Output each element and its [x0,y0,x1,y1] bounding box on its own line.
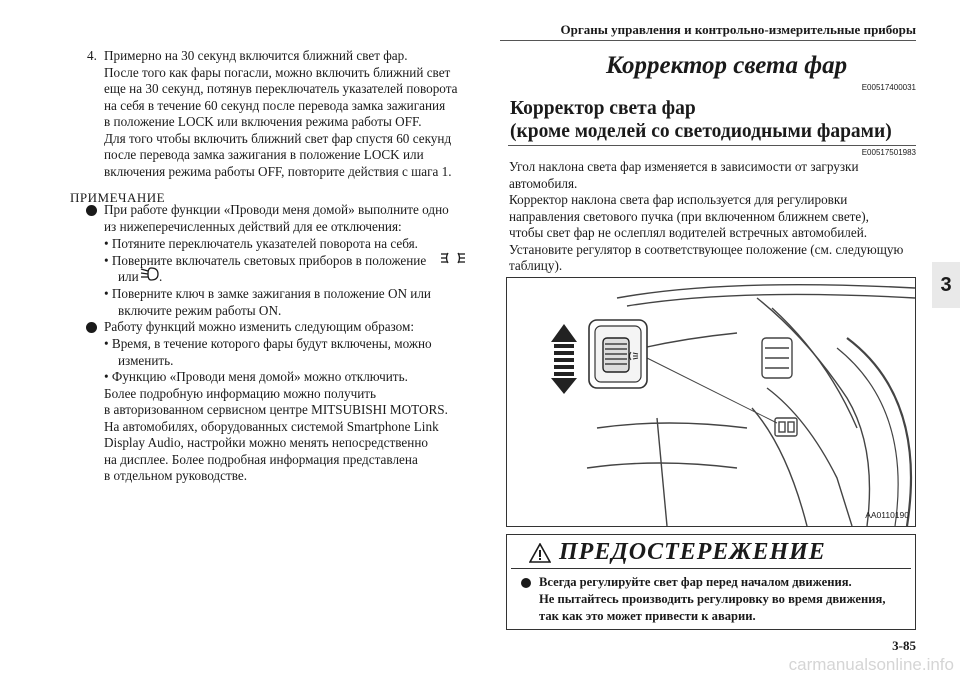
note2-line: Работу функций можно изменить следующим образом: [104,319,415,334]
body-line: Корректор наклона света фар используется для регулировки [509,192,848,207]
section-code: E00517400031 [861,83,916,92]
note2-tail: в авторизованном сервисном центре MITSUBISHI MOTORS. [104,402,448,417]
bullet-dot [521,578,531,588]
bullet-dot [86,205,97,216]
header-rule [500,40,916,41]
step4-line: после перевода замка зажигания в положение LOCK или [104,147,424,162]
step4-line: После того как фары погасли, можно включить ближний свет [104,64,451,80]
note2-tail: на дисплее. Более подробная информация представлена [104,451,418,467]
page-number: 3-85 [892,638,916,653]
parking-lights-icon [440,250,466,271]
note1-item: • Поверните включатель световых приборов в положение [104,253,427,268]
chapter-tab: 3 [932,262,960,308]
note2-item: • Время, в течение которого фары будут включены, можно [104,336,432,351]
warning-line: Не пытайтесь производить регулировку во время движения, [539,592,886,606]
warning-line: Всегда регулируйте свет фар перед началом движения. [539,575,852,589]
subsection-title [510,97,892,143]
figure-code: AA0110190 [865,510,909,520]
note1-item: • Потяните переключатель указателей поворота на себя. [104,236,418,251]
note1-line: При работе функции «Проводи меня домой» выполните одно [104,202,449,217]
body-line: автомобиля. [509,175,578,191]
note-title: ПРИМЕЧАНИЕ [70,190,166,205]
note2-tail: Display Audio, настройки можно менять непосредственно [104,435,428,450]
note2-item: • Функцию «Проводи меня домой» можно отключить. [104,369,408,384]
note2-tail: Более подробную информацию можно получить [104,385,377,401]
step-number: 4. [87,48,97,63]
note2-tail: в отдельном руководстве. [104,468,248,483]
warning-title: ПРЕДОСТЕРЕЖЕНИЕ [559,539,826,565]
body-line: Угол наклона света фар изменяется в зависимости от загрузки [509,159,859,174]
warning-line: так как это может привести к аварии. [539,609,756,623]
subsection-rule [508,145,916,146]
step4-line: на себя в течение 60 секунд после перевода замка зажигания [104,97,446,113]
warning-divider [511,568,911,569]
warning-box [506,534,916,630]
body-line: чтобы свет фар не ослеплял водителей встречных автомобилей. [509,225,868,240]
note1-item-cont: включите режим работы ON. [118,302,282,318]
note2-tail: На автомобилях, оборудованных системой Smartphone Link [104,418,439,434]
subsection-title-line: (кроме моделей со светодиодными фарами) [510,121,892,142]
step4-line: еще на 30 секунд, потянув переключатель указателей поворота [104,81,458,96]
body-line: Установите регулятор в соответствующее положение (см. следующую [509,241,904,257]
warning-triangle-icon [529,543,551,568]
note1-item: • Поверните ключ в замке зажигания в положение ON или [104,286,431,301]
step4-line: Примерно на 30 секунд включится ближний свет фар. [104,48,408,63]
body-line: направления светового пучка (при включенном ближнем свете), [509,208,869,224]
headlight-leveling-figure [506,277,916,527]
section-title: Корректор света фар [606,52,848,79]
body-line: таблицу). [509,258,563,273]
note1-item-cont: или [118,269,139,284]
note2-item-cont: изменить. [118,352,174,368]
subsection-title-line: Корректор света фар [510,98,696,119]
subsection-code: E00517501983 [861,148,916,157]
low-beam-icon [140,266,163,287]
period: . [159,269,163,284]
watermark: carmanualsonline.info [788,655,954,674]
note1-line: из нижеперечисленных действий для ее отключения: [104,218,402,234]
step4-line: включения режима работы OFF, повторите действия с шага 1. [104,163,452,179]
bullet-dot [86,322,97,333]
dashboard-illustration [507,278,916,527]
step4-line: в положение LOCK или включения режима работы OFF. [104,114,422,129]
step4-line: Для того чтобы включить ближний свет фар спустя 60 секунд [104,130,452,146]
running-header: Органы управления и контрольно-измерительные приборы [560,22,916,37]
